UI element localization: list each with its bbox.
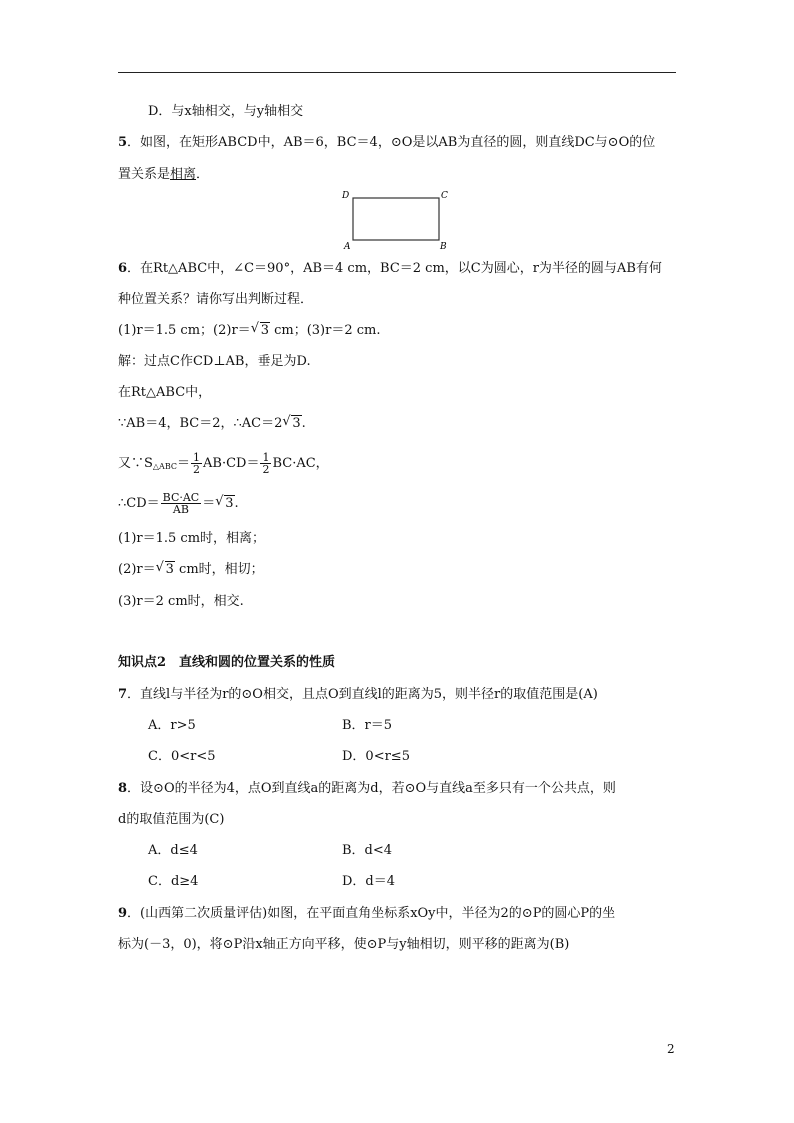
frac-num: 1 [193,451,200,464]
fraction-half [191,452,202,475]
q5-answer: 相离 [170,167,197,182]
label-c: C [441,191,448,201]
sqrt-arg: 3 [260,323,269,338]
sqrt-symbol: √ 3 [250,321,269,338]
q9-line2: 标为(－3，0)，将⊙P沿x轴正方向平移，使⊙P与y轴相切，则平移的距离为(B) [118,937,570,952]
q7-stem [118,686,598,704]
q5-line2 [118,166,209,184]
q6-answer-1: (1)r＝1.5 cm时，相离； [118,531,266,546]
sqrt-arg: 3 [225,496,234,511]
page-number: 2 [667,1042,675,1056]
q6-sol5-c: . [234,496,239,511]
sqrt-arg: 3 [165,562,174,577]
q6-answer-2 [118,561,264,579]
q6-line1 [118,260,662,278]
sqrt-arg: 3 [292,416,301,431]
q6-solution-1: 解：过点C作CD⊥AB，垂足为D. [118,354,311,369]
q6-sol4-eq: ＝ [176,456,190,471]
q7-text: ．直线l与半径为r的⊙O相交，且点O到直线l的距离为5，则半径r的取值范围是(A) [127,687,598,702]
frac-den: AB [172,503,189,516]
q6-sol4-sub: △ABC [152,462,177,471]
q6-sol5-a: ∴CD＝ [118,496,160,511]
q8-text: ．设⊙O的半径为4，点O到直线a的距离为d，若⊙O与直线a至多只有一个公共点，则 [127,781,616,796]
q9-line1 [118,905,615,923]
sqrt-symbol: √ 3 [155,560,174,577]
q8-option-a: A．d≤4 [148,843,198,858]
frac-den: 2 [262,463,270,476]
q6-line3-a: (1)r＝1.5 cm；(2)r＝ [118,323,251,338]
q9-number: 9 [118,906,128,921]
sqrt-symbol: √ 3 [282,414,301,431]
q6-solution-2: 在Rt△ABC中， [118,385,212,400]
q6-line3 [118,322,380,340]
fraction-cd [161,492,202,515]
rectangle-abcd [353,198,439,240]
frac-num: 1 [262,451,270,464]
label-a: A [344,242,351,252]
q7-option-c: C．0<r<5 [148,749,216,764]
q6-line2: 种位置关系？请你写出判断过程． [118,292,314,307]
q7-option-a: A．r>5 [148,718,196,733]
header-rule [118,72,676,73]
q4-option-d: D．与x轴相交，与y轴相交 [148,104,304,119]
q5-line1 [118,134,655,152]
q5-number: 5 [118,135,128,150]
q5-text: ．如图，在矩形ABCD中，AB＝6，BC＝4，⊙O是以AB为直径的圆，则直线DC与⊙O的位 [127,135,656,150]
fraction-half [260,452,271,475]
q6-sol3-b: . [301,416,306,431]
q6-sol4-b: AB·CD＝ [203,456,260,471]
q6-answer-3: (3)r＝2 cm时，相交. [118,594,244,609]
q6-sol3-a: ∵AB＝4，BC＝2，∴AC＝2 [118,416,283,431]
q5-text-post: ． [196,167,210,182]
sqrt-symbol: √ 3 [215,494,234,511]
label-b: B [440,242,447,252]
q8-line2: d的取值范围为(C) [118,812,225,827]
q7-number: 7 [118,687,128,702]
q6-line3-b: cm；(3)r＝2 cm. [269,323,381,338]
q6-solution-4 [118,452,329,476]
q6-solution-3 [118,415,306,433]
q8-option-b: B．d<4 [342,843,393,858]
q6-sol5-b: ＝ [202,496,216,511]
q8-line1 [118,780,616,798]
q6-text: ．在Rt△ABC中，∠C＝90°，AB＝4 cm，BC＝2 cm，以C为圆心，r为半径的圆与AB有何 [127,261,662,276]
q7-option-d: D．0<r≤5 [342,749,410,764]
q5-text-pre: 置关系是 [118,167,171,182]
q8-option-d: D．d＝4 [342,874,396,889]
q6-solution-5 [118,492,239,515]
q6-ans2-a: (2)r＝ [118,562,156,577]
label-d: D [342,191,350,201]
q7-option-b: B．r＝5 [342,718,393,733]
section-title: 知识点2 直线和圆的位置关系的性质 [118,655,336,670]
frac-den: 2 [193,463,200,476]
q8-option-c: C．d≥4 [148,874,199,889]
rectangle-figure [340,186,460,258]
q6-sol4-c: BC·AC， [272,456,329,471]
q9-text: ．(山西第二次质量评估)如图，在平面直角坐标系xOy中，半径为2的⊙P的圆心P的坐 [127,906,616,921]
q6-sol4-a: 又∵S [118,456,153,471]
frac-num: BC·AC [162,491,200,504]
q6-ans2-b: cm时，相切； [174,562,264,577]
q8-number: 8 [118,781,128,796]
q6-number: 6 [118,261,128,276]
